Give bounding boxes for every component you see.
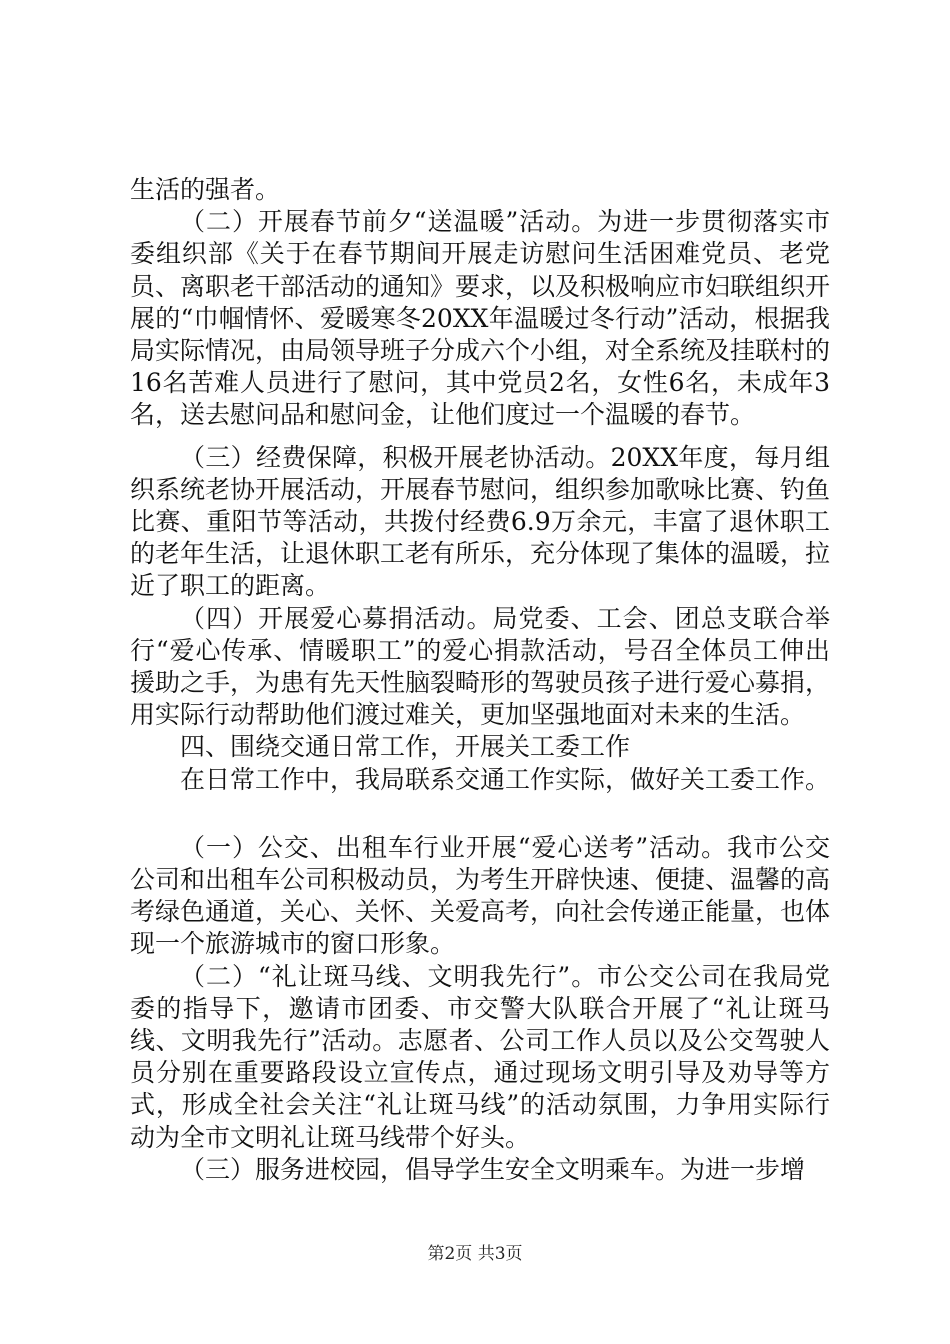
- paragraph-part-4-item-1: （一）公交、出租车行业开展“爱心送考”活动。我市公交公司和出租车公司积极动员，为考生开辟快速、便捷、温馨的高考绿色通道，关心、关怀、关爱高考，向社会传递正能量，也体现一个旅游城市的窗口形象。: [130, 832, 831, 959]
- paragraph-continuation: 生活的强者。: [130, 175, 281, 204]
- document-body: [130, 174, 830, 1186]
- paragraph-part-4-intro: 在日常工作中，我局联系交通工作实际，做好关工委工作。: [180, 764, 831, 794]
- paragraph-part-4-item-3: （三）服务进校园，倡导学生安全文明乘车。为进一步增: [180, 1154, 806, 1184]
- heading-part-4: 四、围绕交通日常工作，开展关工委工作: [180, 732, 631, 762]
- paragraph-section-3: （三）经费保障，积极开展老协活动。20XX年度，每月组织系统老协开展活动，开展春节慰问，组织参加歌咏比赛、钓鱼比赛、重阳节等活动，共拨付经费6.9万余元，丰富了退休职工的老年生活，让退休职工老有所乐，充分体现了集体的温暖，拉近了职工的距离。: [130, 442, 831, 601]
- paragraph-section-2: （二）开展春节前夕“送温暖”活动。为进一步贯彻落实市委组织部《关于在春节期间开展走访慰问生活困难党员、老党员、离职老干部活动的通知》要求，以及积极响应市妇联组织开展的“巾帼情怀、爱暖寒冬20XX年温暖过冬行动”活动，根据我局实际情况，由局领导班子分成六个小组，对全系统及挂联村的16名苦难人员进行了慰问，其中党员2名，女性6名，未成年3名，送去慰问品和慰问金，让他们度过一个温暖的春节。: [130, 207, 831, 430]
- paragraph-section-4: （四）开展爱心募捐活动。局党委、工会、团总支联合举行“爱心传承、情暖职工”的爱心捐款活动，号召全体员工伸出援助之手，为患有先天性脑裂畸形的驾驶员孩子进行爱心募捐，用实际行动帮助他们渡过难关，更加坚强地面对未来的生活。: [130, 603, 831, 730]
- paragraph-part-4-item-2: （二）“礼让斑马线、文明我先行”。市公交公司在我局党委的指导下，邀请市团委、市交警大队联合开展了“礼让斑马线、文明我先行”活动。志愿者、公司工作人员以及公交驾驶人员分别在重要路段设立宣传点，通过现场文明引导及劝导等方式，形成全社会关注“礼让斑马线”的活动氛围，力争用实际行动为全市文明礼让斑马线带个好头。: [130, 961, 830, 1152]
- page-number-footer: 第2页 共3页: [427, 1244, 523, 1264]
